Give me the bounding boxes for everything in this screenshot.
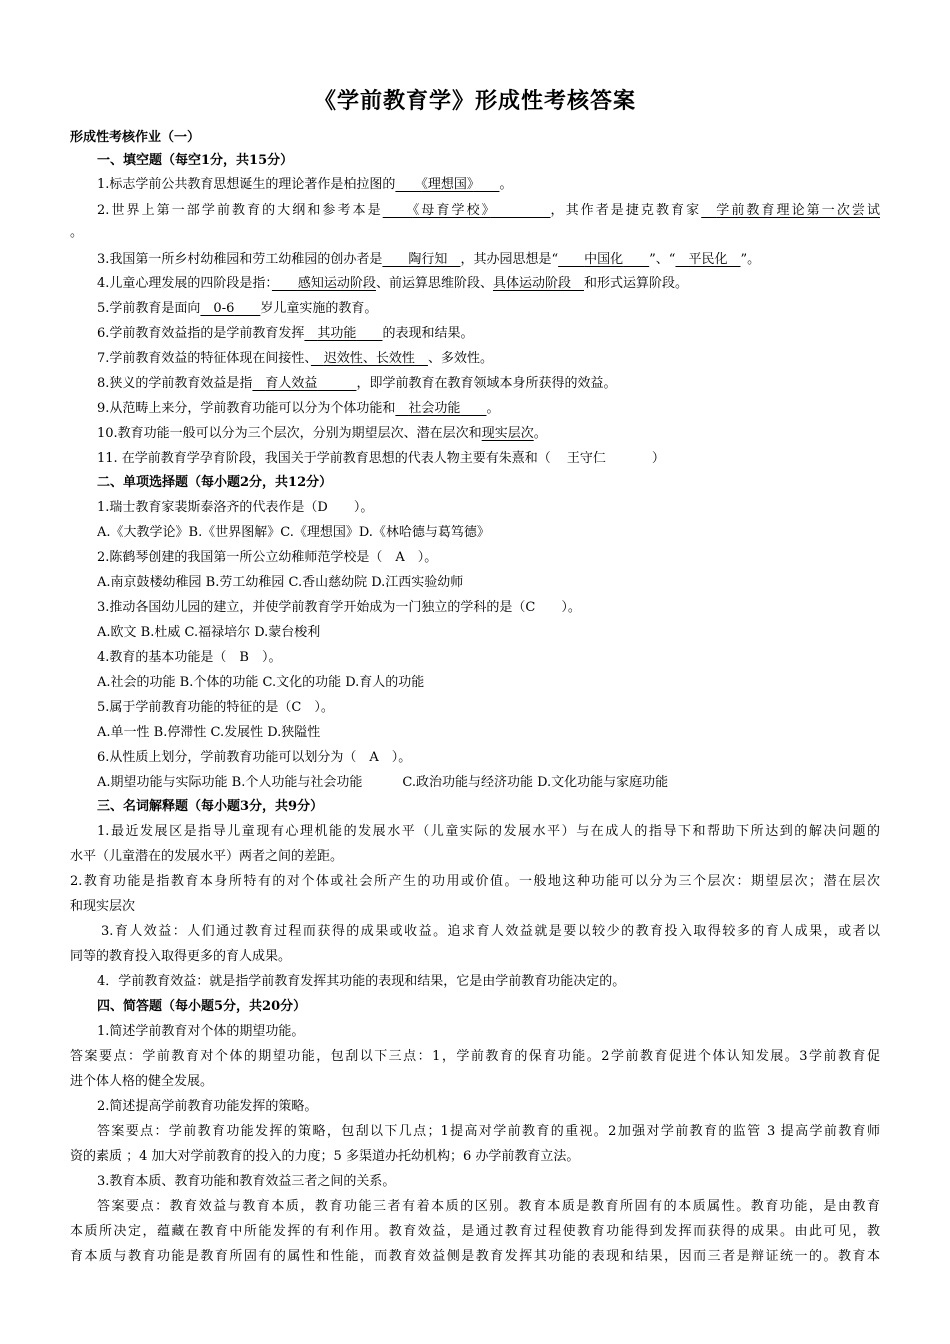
choice-question-1: 1.瑞士教育家裴斯泰洛齐的代表作是（D ）。 (97, 500, 374, 515)
choice-options-4: A.社会的功能 B.个体的功能 C.文化的功能 D.育人的功能 (97, 675, 425, 690)
term-2-line-1: 2.教育功能是指教育本身所特有的对个体或社会所产生的功用或价值。一般地这种功能可以分为三个层次：期望层次；潜在层次 (70, 874, 880, 889)
answer-blank: 迟效性、长效性 (323, 351, 415, 366)
section-4-heading: 四、简答题（每小题5分，共20分） (97, 999, 307, 1014)
choice-options-3: A.欧文 B.杜威 C.福禄培尔 D.蒙台梭利 (97, 625, 321, 640)
answer-blank: 平民化 (688, 252, 728, 267)
fill-question-2: 2.世界上第一部学前教育的大纲和参考本是 《母育学校》 ，其作者是捷克教育家 学前教育理论第一次尝试 (97, 203, 880, 218)
fill-question-1: 1.标志学前公共教育思想诞生的理论著作是柏拉图的 《理想国》 。 (97, 177, 513, 192)
answer-blank: 《母育学校》 (412, 203, 491, 218)
fill-question-10: 10.教育功能一般可以分为三个层次，分别为期望层次、潜在层次和现实层次。 (97, 426, 547, 441)
choice-question-3: 3.推动各国幼儿园的建立，并使学前教育学开始成为一门独立的学科的是（C ）。 (97, 600, 581, 615)
answer-blank: 陶行知 (408, 252, 448, 267)
short-answer-3-line-3: 育本质与教育功能是教育所固有的属性和性能，而教育效益侧是教育发挥其功能的表现和结果，因而三者是辩证统一的。教育本 (70, 1249, 880, 1264)
short-answer-2-line-1: 答案要点：学前教育功能发挥的策略，包刮以下几点；1提高对学前教育的重视。2加强对学前教育的监管 3 提高学前教育师 (97, 1124, 880, 1139)
section-1-heading: 一、填空题（每空1分，共15分） (97, 153, 294, 168)
fill-question-2-end: 。 (70, 225, 84, 240)
answer-blank: 现实层次 (481, 426, 534, 441)
answer-text: 王守仁 (566, 451, 606, 466)
fill-question-8: 8.狭义的学前教育效益是指 育人效益 ，即学前教育在教育领域本身所获得的效益。 (97, 376, 617, 391)
question-text: 2.世界上第一部学前教育的大纲和参考本是 (97, 203, 383, 218)
short-answer-3-line-1: 答案要点：教育效益与教育本质，教育功能三者有着本质的区别。教育本质是教育所固有的本质属性。教育功能，是由教育 (97, 1199, 880, 1214)
choice-question-6: 6.从性质上划分，学前教育功能可以划分为（ A ）。 (97, 750, 412, 765)
answer-blank: 学前教育理论第一次尝试 (716, 203, 880, 218)
short-answer-3-line-2: 本质所决定，蕴藏在教育中所能发挥的有利作用。教育效益，是通过教育过程使教育功能得到发挥而获得的成果。由此可见，教 (70, 1224, 880, 1239)
assignment-heading: 形成性考核作业（一） (70, 130, 201, 145)
choice-options-1: A.《大教学论》B.《世界图解》C.《理想国》D.《林哈德与葛笃德》 (97, 525, 490, 540)
fill-question-7: 7.学前教育效益的特征体现在间接性、 迟效性、长效性 、多效性。 (97, 351, 493, 366)
fill-question-3: 3.我国第一所乡村幼稚园和劳工幼稚园的创办者是 陶行知 ，其办园思想是“ 中国化 ”、“ 平民化 ”。 (97, 252, 761, 267)
short-question-1: 1.简述学前教育对个体的期望功能。 (97, 1024, 305, 1039)
short-answer-1-line-2: 进个体人格的健全发展。 (70, 1074, 214, 1089)
choice-options-6: A.期望功能与实际功能 B.个人功能与社会功能 C.政治功能与经济功能 D.文化功能与家庭功能 (97, 775, 669, 790)
answer-blank: 中国化 (584, 252, 624, 267)
choice-question-5: 5.属于学前教育功能的特征的是（C ）。 (97, 700, 334, 715)
choice-options-2: A.南京鼓楼幼稚园 B.劳工幼稚园 C.香山慈幼院 D.江西实验幼师 (97, 575, 464, 590)
question-text: 1.标志学前公共教育思想诞生的理论著作是柏拉图的 (97, 177, 396, 192)
answer-blank: 0-6 (213, 301, 235, 316)
short-question-2: 2.简述提高学前教育功能发挥的策略。 (97, 1099, 318, 1114)
short-question-3: 3.教育本质、教育功能和教育效益三者之间的关系。 (97, 1174, 396, 1189)
fill-question-6: 6.学前教育效益指的是学前教育发挥 其功能 的表现和结果。 (97, 326, 474, 341)
choice-question-2: 2.陈鹤琴创建的我国第一所公立幼稚师范学校是（ A ）。 (97, 550, 438, 565)
choice-question-4: 4.教育的基本功能是（ B ）。 (97, 650, 282, 665)
document-title: 《学前教育学》形成性考核答案 (313, 88, 636, 114)
term-1-line-1: 1.最近发展区是指导儿童现有心理机能的发展水平（儿童实际的发展水平）与在成人的指导下和帮助下所达到的解决问题的 (97, 824, 880, 839)
fill-question-5: 5.学前教育是面向 0-6 岁儿童实施的教育。 (97, 301, 378, 316)
answer-blank: 育人效益 (265, 376, 318, 391)
term-3-line-2: 同等的教育投入取得更多的育人成果。 (70, 949, 292, 964)
short-answer-1-line-1: 答案要点：学前教育对个体的期望功能，包刮以下三点：1，学前教育的保育功能。2学前教育促进个体认知发展。3学前教育促 (70, 1049, 880, 1064)
answer-blank: 其功能 (317, 326, 357, 341)
fill-question-4: 4.儿童心理发展的四阶段是指： 感知运动阶段、前运算思维阶段、具体运动阶段 和形式运算阶段。 (97, 276, 688, 291)
choice-options-5: A.单一性 B.停滞性 C.发展性 D.狭隘性 (97, 725, 321, 740)
section-3-heading: 三、名词解释题（每小题3分，共9分） (97, 799, 324, 814)
term-3-line-1: 3.育人效益：人们通过教育过程而获得的成果或收益。追求育人效益就是要以较少的教育投入取得较多的育人成果，或者以 (101, 924, 880, 939)
answer-blank: 感知运动阶段 (297, 276, 376, 291)
fill-question-9: 9.从范畴上来分，学前教育功能可以分为个体功能和 社会功能 。 (97, 401, 500, 416)
section-2-heading: 二、单项选择题（每小题2分，共12分） (97, 475, 333, 490)
answer-blank: 具体运动阶段 (492, 276, 571, 291)
answer-blank: 《理想国》 (421, 177, 474, 192)
answer-blank: 社会功能 (408, 401, 461, 416)
short-answer-2-line-2: 资的素质 ；4 加大对学前教育的投入的力度；5 多渠道办托幼机构；6 办学前教育立法。 (70, 1149, 580, 1164)
term-2-line-2: 和现实层次 (70, 899, 136, 914)
term-4: 4．学前教育效益：就是指学前教育发挥其功能的表现和结果，它是由学前教育功能决定的。 (97, 974, 626, 989)
term-1-line-2: 水平（儿童潜在的发展水平）两者之间的差距。 (70, 849, 344, 864)
fill-question-11: 11. 在学前教育学孕育阶段，我国关于学前教育思想的代表人物主要有朱熹和（ 王守仁 ） (97, 451, 665, 466)
